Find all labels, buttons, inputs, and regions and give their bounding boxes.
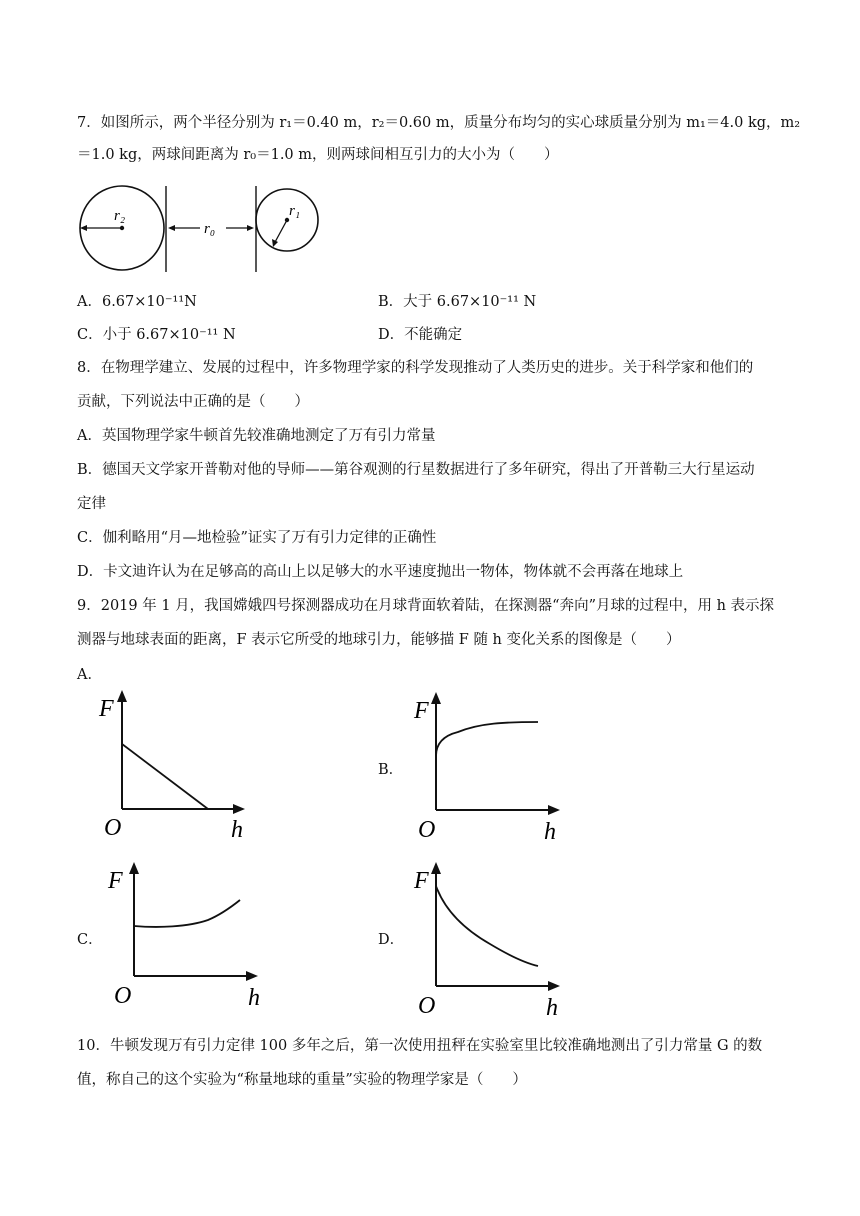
q8-option-a: A．英国物理学家牛顿首先较准确地测定了万有引力常量 — [77, 428, 436, 444]
graph-a-y-label: F — [99, 696, 114, 722]
graph-d-label: D． — [378, 932, 405, 948]
q7-stem-line1: 7．如图所示，两个半径分别为 r₁＝0.40 m，r₂＝0.60 m，质量分布均匀的实心球质量分别为 m₁＝4.0 kg，m₂ — [77, 115, 801, 131]
graph-a-label: A． — [77, 667, 102, 683]
r1-label: r₁ — [289, 203, 301, 219]
graph-b-curve — [436, 722, 538, 756]
graph-d-y-label: F — [414, 868, 429, 894]
q9-stem-line1: 9．2019 年 1 月，我国嫦娥四号探测器成功在月球背面软着陆，在探测器“奔向”月球的过程中，用 h 表示探 — [77, 598, 775, 614]
graph-b — [410, 690, 570, 850]
two-spheres-figure — [78, 186, 323, 276]
q8-option-d: D．卡文迪许认为在足够高的高山上以足够大的水平速度抛出一物体，物体就不会再落在地球上 — [77, 564, 684, 580]
graph-b-origin: O — [418, 817, 436, 843]
q7-option-c: C．小于 6.67×10⁻¹¹ N — [77, 327, 236, 343]
q9-stem-line2: 测器与地球表面的距离，F 表示它所受的地球引力，能够描 F 随 h 变化关系的图像是（ ） — [77, 632, 681, 648]
graph-b-label: B． — [378, 762, 404, 778]
graph-a — [95, 688, 255, 848]
graph-d — [410, 860, 570, 1020]
graph-a-x-label: h — [231, 817, 243, 843]
q10-stem-line1: 10．牛顿发现万有引力定律 100 多年之后，第一次使用扭秤在实验室里比较准确地测出了引力常量 G 的数 — [77, 1038, 763, 1054]
graph-d-curve — [436, 886, 538, 966]
graph-c-x-label: h — [248, 985, 260, 1011]
q7-stem-line2: ＝1.0 kg，两球间距离为 r₀＝1.0 m，则两球间相互引力的大小为（ ） — [77, 147, 559, 163]
graph-c-origin: O — [114, 983, 132, 1009]
r2-label: r₂ — [114, 208, 126, 224]
graph-d-origin: O — [418, 993, 436, 1019]
graph-c — [108, 860, 268, 1020]
q8-stem-line1: 8．在物理学建立、发展的过程中，许多物理学家的科学发现推动了人类历史的进步。关于科学家和他们的 — [77, 360, 754, 376]
graph-b-y-label: F — [414, 698, 429, 724]
graph-b-x-label: h — [544, 819, 556, 845]
graph-c-curve — [134, 900, 240, 927]
graph-a-origin: O — [104, 815, 122, 841]
q7-option-b: B．大于 6.67×10⁻¹¹ N — [378, 294, 537, 310]
r0-label: r₀ — [204, 221, 216, 237]
q8-option-b-line2: 定律 — [77, 496, 106, 512]
graph-c-label: C． — [77, 932, 103, 948]
graph-d-x-label: h — [546, 995, 558, 1021]
q8-option-b-line1: B．德国天文学家开普勒对他的导师——第谷观测的行星数据进行了多年研究，得出了开普勒三大行星运动 — [77, 462, 755, 478]
q7-option-a: A．6.67×10⁻¹¹N — [77, 294, 197, 310]
q10-stem-line2: 值，称自己的这个实验为“称量地球的重量”实验的物理学家是（ ） — [77, 1072, 527, 1088]
graph-a-curve — [122, 744, 208, 809]
q7-option-d: D．不能确定 — [378, 327, 463, 343]
q8-option-c: C．伽利略用“月—地检验”证实了万有引力定律的正确性 — [77, 530, 437, 546]
graph-c-y-label: F — [108, 868, 123, 894]
q8-stem-line2: 贡献，下列说法中正确的是（ ） — [77, 394, 309, 410]
